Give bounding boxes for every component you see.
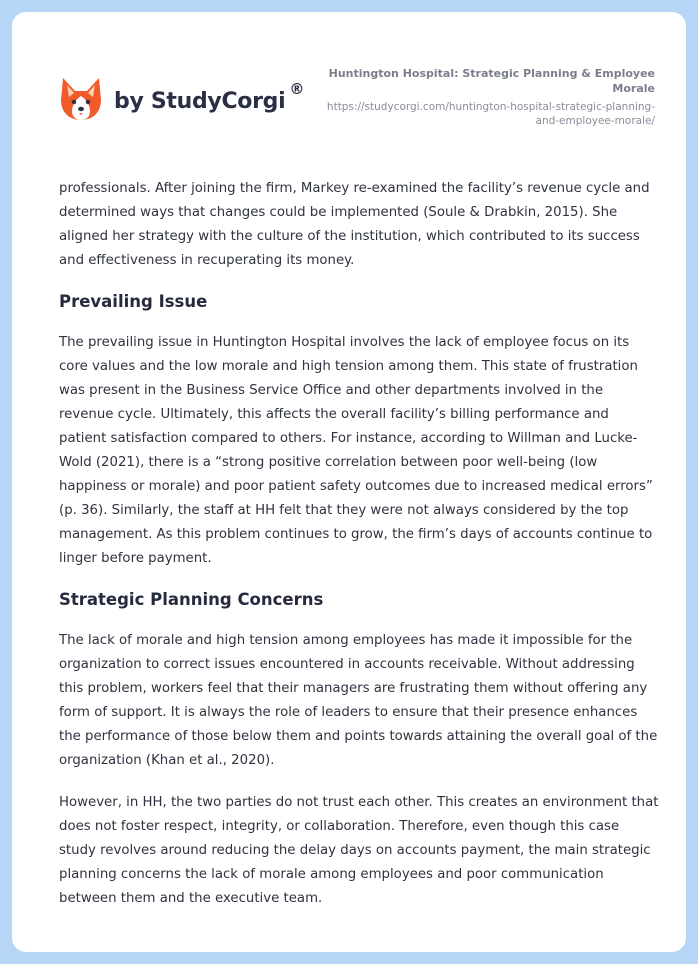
intro-paragraph: professionals. After joining the firm, Markey re-examined the facility’s revenue cycle and determined ways that changes could be implemented (Soule & Drabkin, 2015). She aligned her strategy with the culture of the institution, which contributed to its success and effectiveness in recuperating its money. xyxy=(59,181,650,268)
section-paragraph: However, in HH, the two parties do not trust each other. This creates an environment that does not foster respect, integrity, or collaboration. Therefore, even though this case study revolves around reducing the delay days on accounts payment, the main strategic planning concerns the lack of morale among employees and poor communication between them and the executive team. xyxy=(59,795,659,906)
page-header xyxy=(12,12,686,152)
document-page xyxy=(12,12,686,952)
document-title: Huntington Hospital: Strategic Planning & Employee Morale xyxy=(328,67,655,95)
registered-mark: ® xyxy=(289,80,305,98)
brand-name: by StudyCorgi xyxy=(114,88,286,114)
section-heading-strategic-planning-concerns: Strategic Planning Concerns xyxy=(59,590,324,609)
studycorgi-logo[interactable] xyxy=(60,76,304,122)
section-paragraph: The lack of morale and high tension among employees has made it impossible for the organization to correct issues encountered in accounts receivable. Without addressing this problem, workers feel that their managers are frustrating them without offering any form of support. It is always the role of leaders to ensure that their presence enhances the performance of those below them and points towards attaining the overall goal of the organization (Khan et al., 2020). xyxy=(59,633,658,768)
section-heading-prevailing-issue: Prevailing Issue xyxy=(59,292,208,311)
document-meta xyxy=(325,66,655,128)
document-url[interactable]: https://studycorgi.com/huntington-hospital-strategic-planning-and-employee-morale/ xyxy=(326,101,655,127)
document-body xyxy=(59,177,659,911)
corgi-icon xyxy=(60,76,102,122)
section-paragraph: The prevailing issue in Huntington Hospital involves the lack of employee focus on its core values and the low morale and high tension among them. This state of frustration was present in the Business Service Office and other departments involved in the revenue cycle. Ultimately, this affects the overall facility’s billing performance and patient satisfaction compared to others. For instance, according to Willman and Lucke-Wold (2021), there is a “strong positive correlation between poor well-being (low happiness or morale) and poor patient safety outcomes due to increased medical errors” (p. 36). Similarly, the staff at HH felt that they were not always considered by the top management. As this problem continues to grow, the firm’s days of accounts continue to linger before payment. xyxy=(59,335,653,566)
